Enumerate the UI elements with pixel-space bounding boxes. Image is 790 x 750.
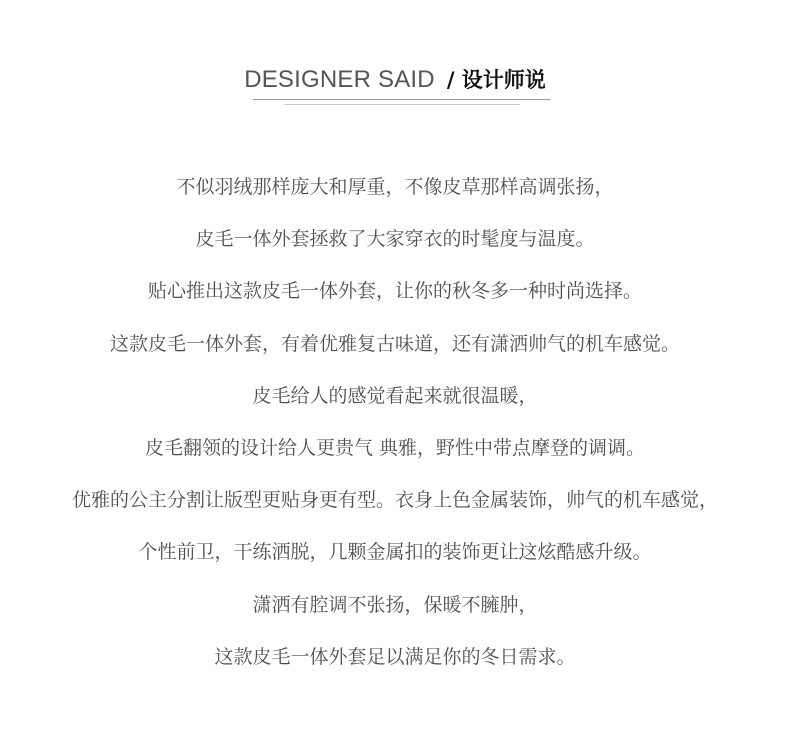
text-line: 潇洒有腔调不张扬，保暖不臃肿，	[252, 593, 538, 616]
text-line: 皮毛给人的感觉看起来就很温暖，	[252, 384, 538, 407]
text-line: 这款皮毛一体外套足以满足你的冬日需求。	[214, 645, 576, 668]
text-line: 贴心推出这款皮毛一体外套，让你的秋冬多一种时尚选择。	[147, 280, 642, 303]
text-line: 优雅的公主分割让版型更贴身更有型。衣身上色金属装饰，帅气的机车感觉，	[71, 489, 718, 512]
text-line: 不似羽绒那样庞大和厚重，不像皮草那样高调张扬，	[176, 176, 614, 198]
text-line: 皮毛一体外套拯救了大家穿衣的时髦度与温度。	[195, 228, 595, 251]
heading-chinese: / 设计师说	[446, 68, 546, 92]
text-line: 个性前卫，干练洒脱，几颗金属扣的装饰更让这炫酷感升级。	[138, 541, 652, 564]
text-line: 这款皮毛一体外套，有着优雅复古味道，还有潇洒帅气的机车感觉。	[109, 332, 680, 355]
text-line: 皮毛翻领的设计给人更贵气 典雅，野性中带点摩登的调调。	[144, 436, 646, 459]
heading-underline-short	[284, 104, 520, 105]
description-text	[0, 170, 790, 692]
heading-english: DESIGNER SAID	[244, 66, 435, 93]
heading-underline-long	[253, 99, 550, 100]
section-heading	[0, 62, 790, 100]
